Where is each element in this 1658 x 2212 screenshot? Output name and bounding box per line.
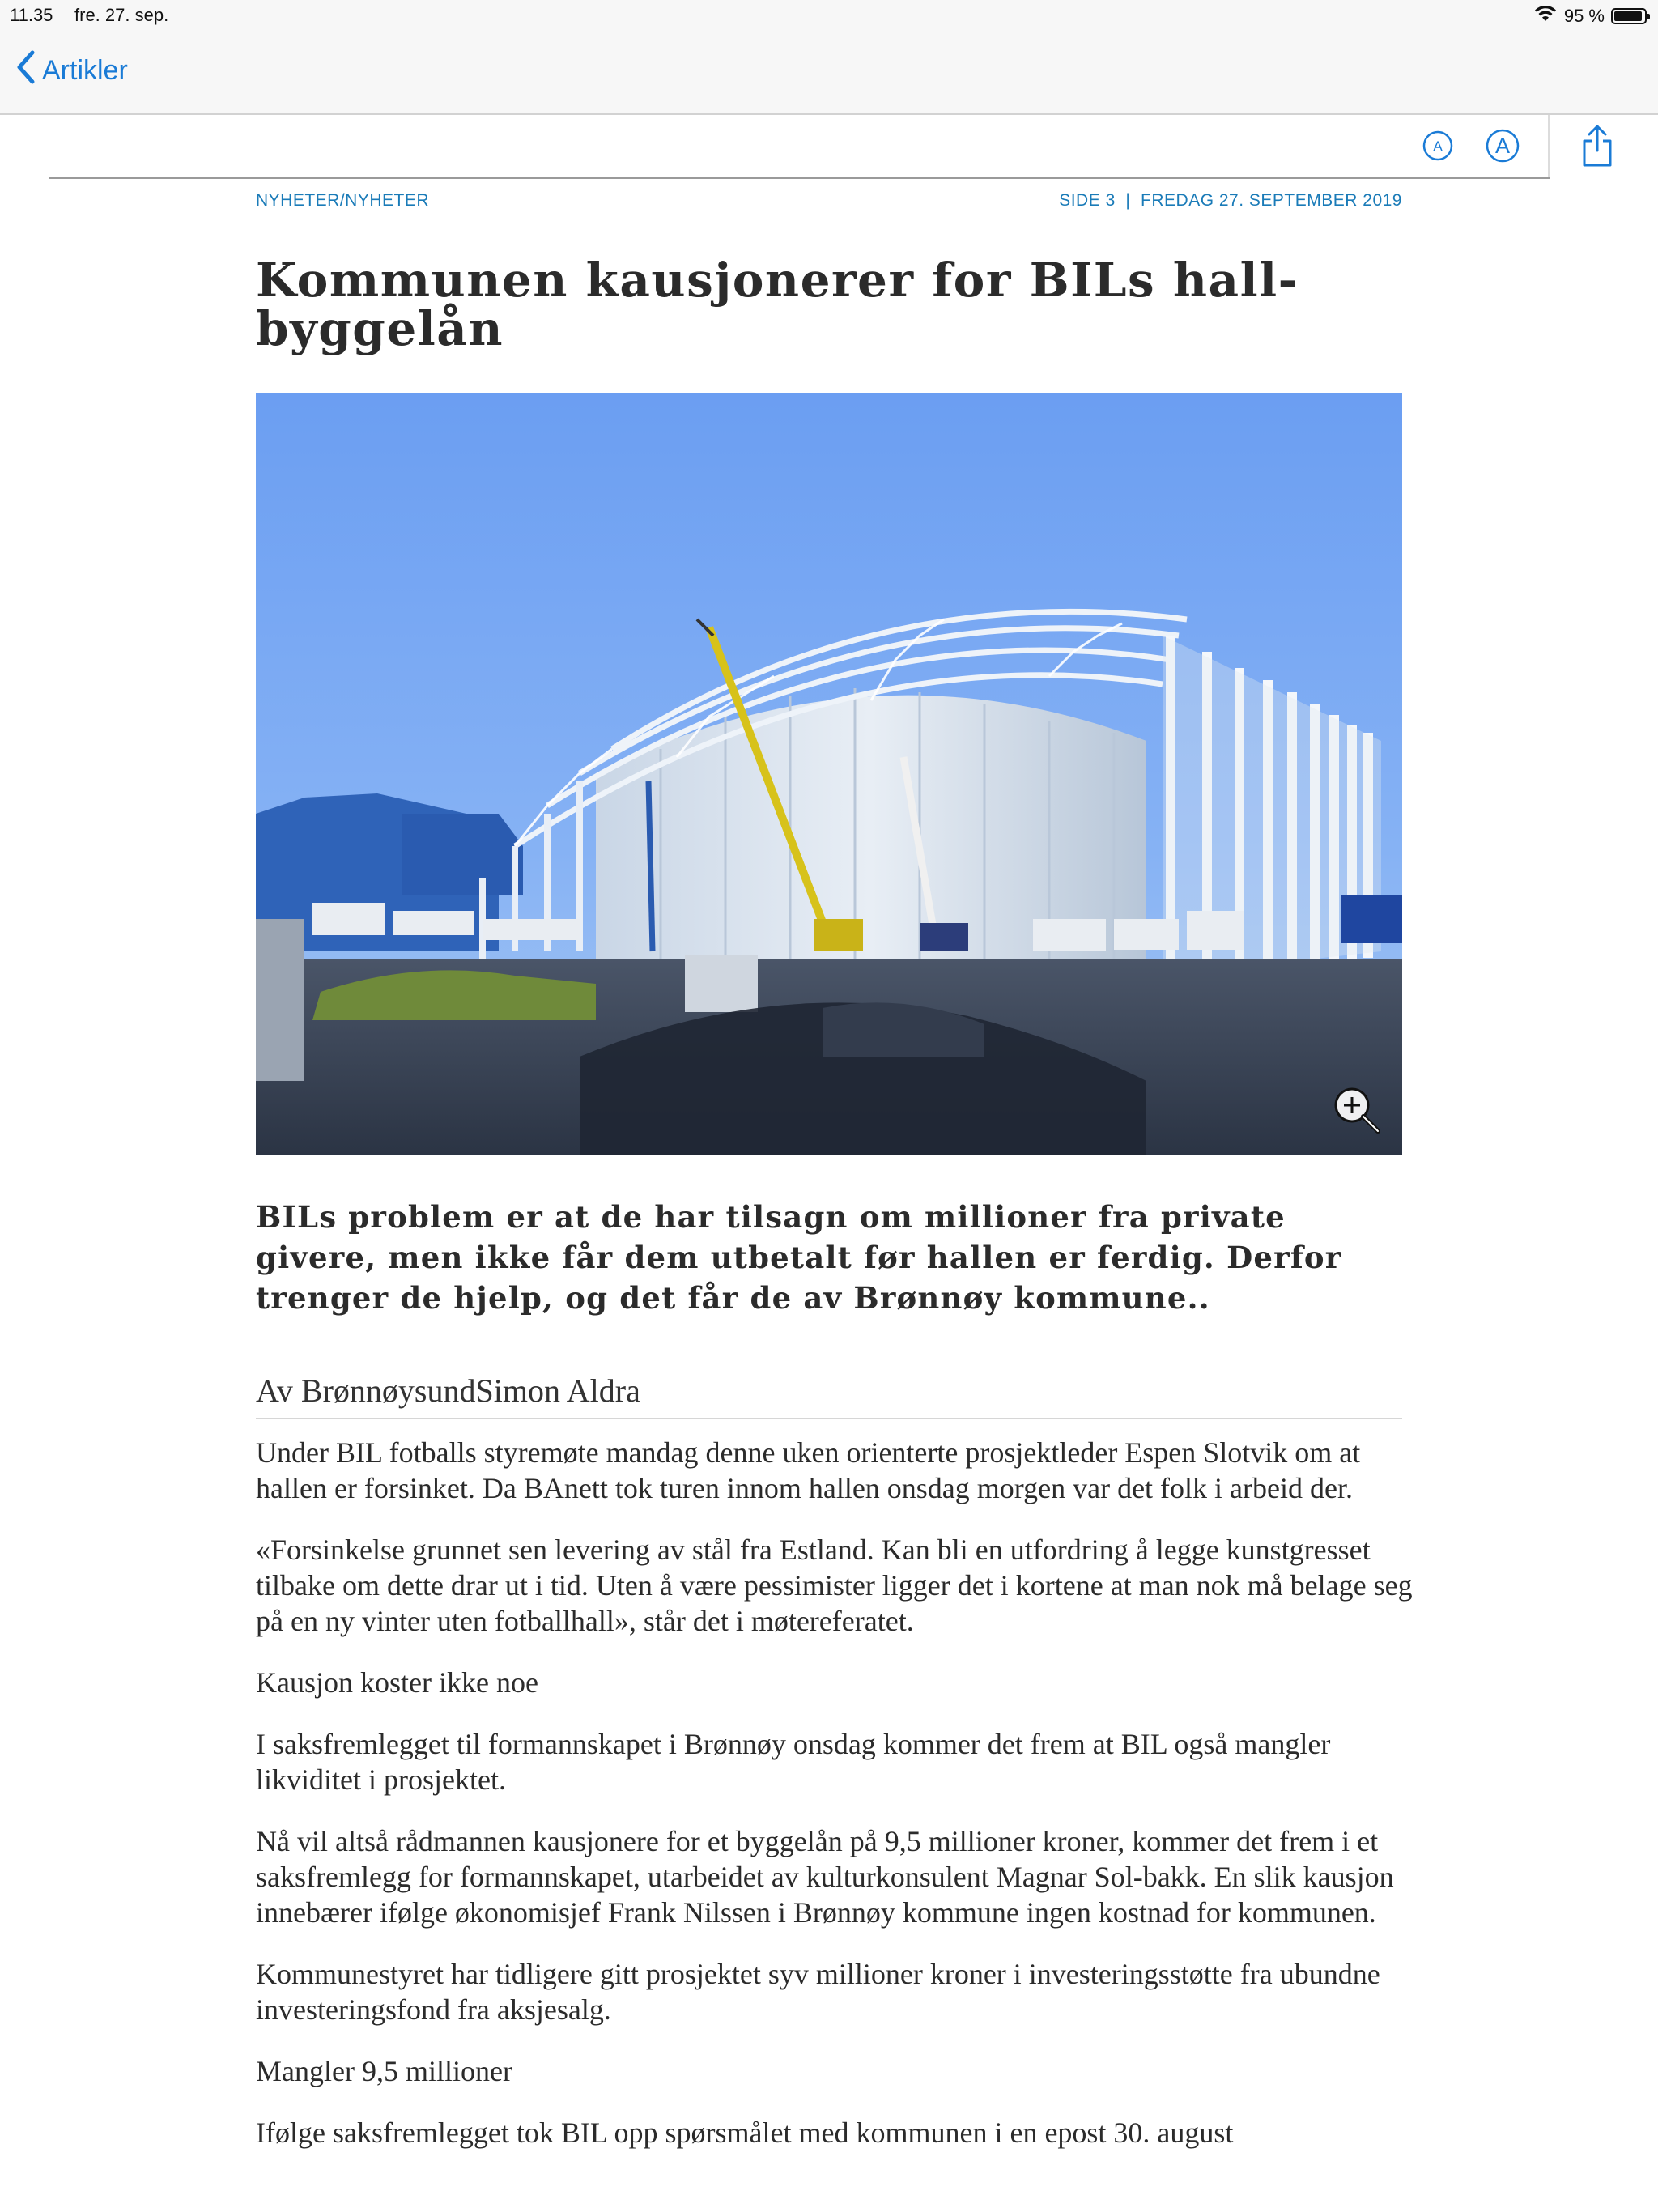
status-date: fre. 27. sep.: [74, 5, 169, 25]
font-size-decrease-icon: [1422, 130, 1454, 162]
share-button[interactable]: [1580, 123, 1614, 172]
battery-percent: 95 %: [1563, 6, 1605, 26]
toolbar-separator: [49, 177, 1550, 179]
body-subheading: Mangler 9,5 millioner: [256, 2055, 512, 2087]
article-body: [256, 1435, 1414, 2176]
font-size-increase-button[interactable]: [1485, 128, 1520, 168]
article-page-info: SIDE 3 | FREDAG 27. SEPTEMBER 2019: [1059, 191, 1402, 210]
body-paragraph: Kommunestyret har tidligere gitt prosjektet syv millioner kroner i investeringsstøtte fra ubundne investeringsfond fra aksjesalg.: [256, 1958, 1380, 2026]
font-size-decrease-button[interactable]: [1422, 130, 1454, 166]
status-right: [1533, 5, 1647, 28]
toolbar-divider: [1548, 115, 1550, 178]
body-paragraph: I saksfremlegget til formannskapet i Brønnøy onsdag kommer det frem at BIL også mangler likviditet i prosjektet.: [256, 1728, 1331, 1796]
wifi-icon: [1533, 5, 1558, 28]
article-headline: Kommunen kausjonerer for BILs hall- byggelån: [256, 253, 1299, 356]
construction-hall-photo: [256, 393, 1402, 1155]
back-label: Artikler: [42, 55, 128, 86]
status-bar: [0, 0, 1658, 32]
body-paragraph: Under BIL fotballs styremøte mandag denne uken orienterte prosjektleder Espen Slotvik om at hallen er forsinket. Da BAnett tok turen innom hallen onsdag morgen var det folk i arbeid der.: [256, 1436, 1361, 1504]
font-size-increase-icon: [1485, 128, 1520, 164]
zoom-icon[interactable]: [1331, 1084, 1383, 1136]
battery-icon: [1611, 8, 1647, 24]
battery-fill: [1614, 11, 1642, 21]
back-button[interactable]: [16, 50, 128, 91]
reader-toolbar: [0, 115, 1658, 178]
svg-text:A: A: [1494, 134, 1511, 158]
chevron-left-icon: [16, 50, 36, 91]
share-icon: [1580, 123, 1614, 168]
body-paragraph: Ifølge saksfremlegget tok BIL opp spørsmålet med kommunen i en epost 30. august: [256, 2116, 1234, 2149]
article-lead: BILs problem er at de har tilsagn om millioner fra private givere, men ikke får dem utbetalt før hallen er ferdig. Derfor trenger de hjelp, og det får de av Brønnøy kommune..: [256, 1199, 1342, 1316]
article-section[interactable]: NYHETER/NYHETER: [256, 191, 430, 210]
article-photo[interactable]: [256, 393, 1402, 1155]
status-time: 11.35: [10, 5, 53, 25]
navigation-bar: [0, 32, 1658, 115]
body-paragraph: Nå vil altså rådmannen kausjonere for et byggelån på 9,5 millioner kroner, kommer det frem i et saksfremlegg for formannskapet, utarbeidet av kulturkonsulent Magnar Sol-bakk. En slik kausjon innebærer ifølge økonomisjef Frank Nilssen i Brønnøy kommune ingen kostnad for kommunen.: [256, 1825, 1394, 1929]
article-byline: Av BrønnøysundSimon Aldra: [256, 1372, 1402, 1419]
svg-text:A: A: [1433, 138, 1443, 154]
body-subheading: Kausjon koster ikke noe: [256, 1666, 538, 1699]
body-paragraph: «Forsinkelse grunnet sen levering av stål fra Estland. Kan bli en utfordring å legge kunstgresset tilbake om dette drar ut i tid. Uten å være pessimister ligger det i kortene at man nok må belage seg på en ny vinter uten fotballhall», står det i møtereferatet.: [256, 1534, 1413, 1637]
